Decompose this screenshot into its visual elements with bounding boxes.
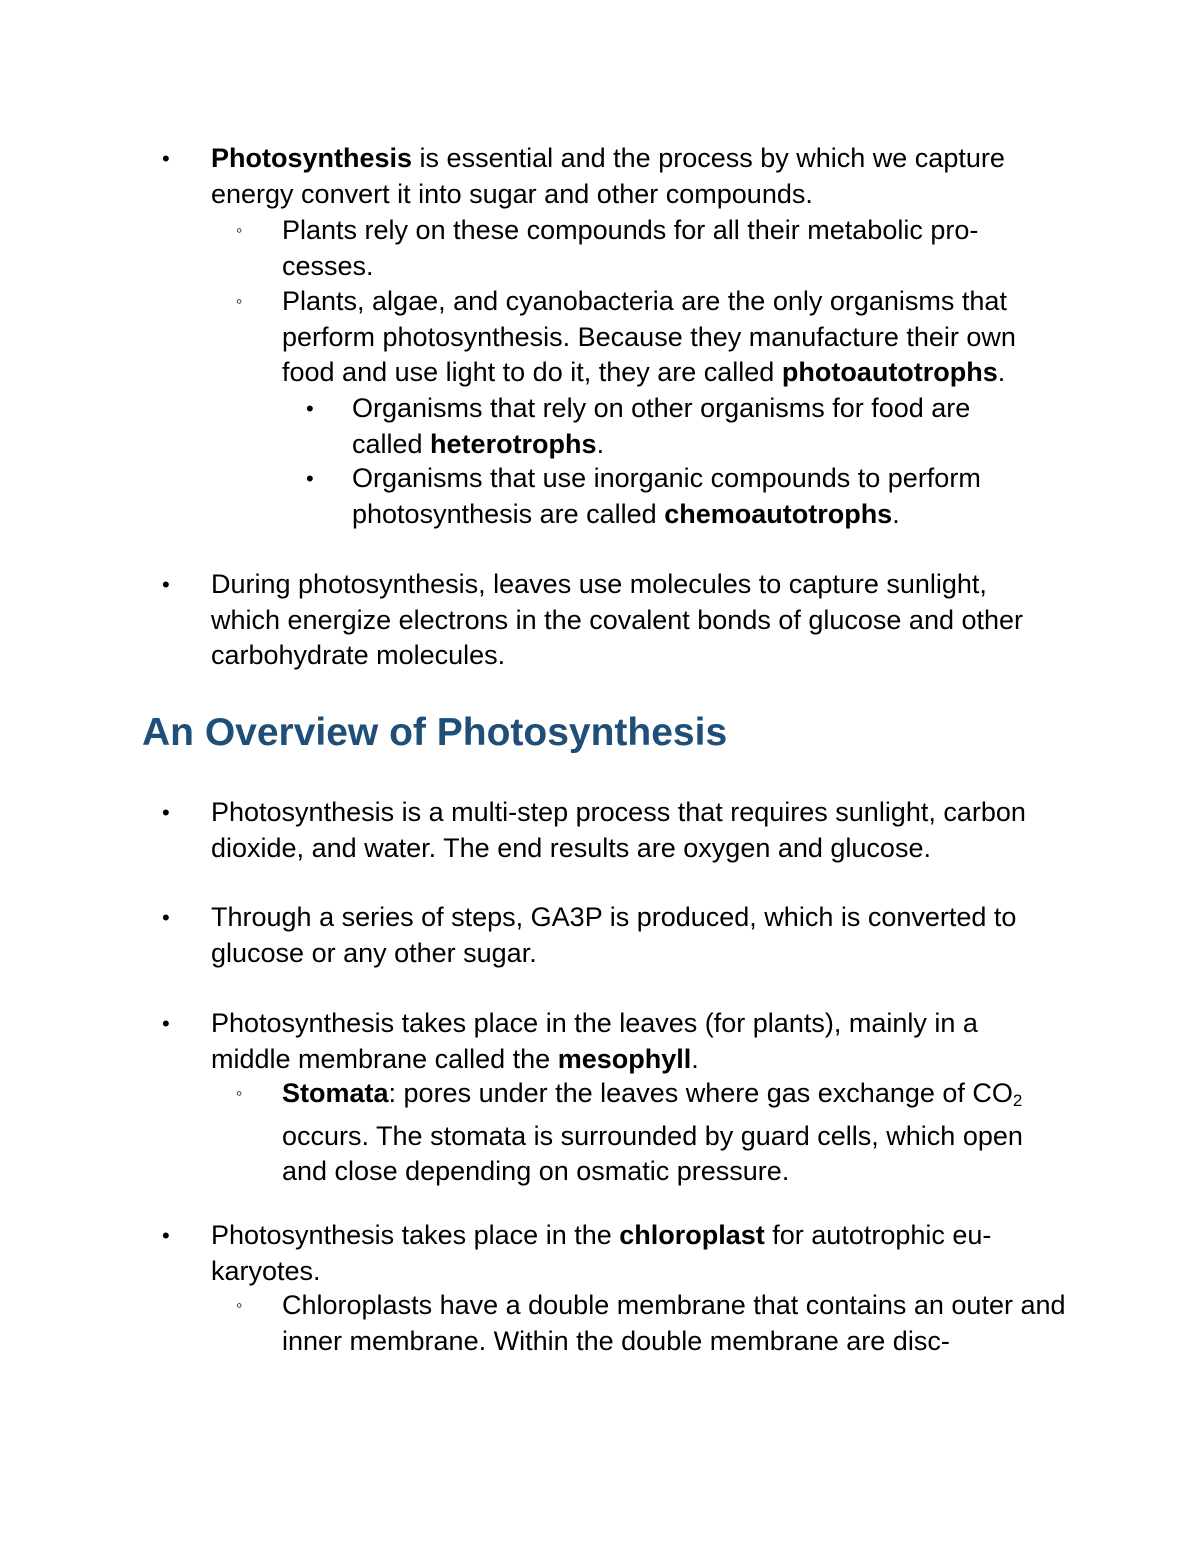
circle-marker: ◦ <box>236 291 243 311</box>
sub-bullet-stomata: Stomata: pores under the leaves where gas exchange of CO2 occurs. The stomata is surrounded by guard cells, which open and close depending on osmatic pressure. <box>282 1078 1023 1186</box>
circle-marker: ◦ <box>236 220 243 240</box>
circle-marker: ◦ <box>236 1295 243 1315</box>
bold-term: chloroplast <box>619 1220 765 1250</box>
bullet-chloroplast: Photosynthesis takes place in the chloroplast for autotrophic eukaryotes. <box>211 1220 992 1286</box>
bullet-marker: • <box>162 1011 170 1036</box>
bullet-marker: • <box>162 800 170 825</box>
bullet-marker: • <box>306 466 314 491</box>
sub-bullet-photoautotrophs: Plants, algae, and cyanobacteria are the only organisms that perform photosynthesis. Because they manufacture their own food and use light to do it, they are called photoautotrophs. <box>282 286 1016 387</box>
bold-term: Photosynthesis <box>211 143 413 173</box>
sub-bullet-plants-rely: Plants rely on these compounds for all their metabolic processes. <box>282 215 979 281</box>
bold-term: photoautotrophs <box>781 357 998 387</box>
bullet-photosynthesis-essential: Photosynthesis is essential and the process by which we capture energy convert it into sugar and other compounds. <box>211 143 1005 209</box>
sub-bullet-chloroplast-membrane: Chloroplasts have a double membrane that contains an outer and inner membrane. Within the double membrane are disc- <box>282 1290 1066 1356</box>
bullet-during-photosynthesis: During photosynthesis, leaves use molecules to capture sunlight, which energize electrons in the covalent bonds of glucose and other carbohydrate molecules. <box>211 569 1024 670</box>
bullet-ga3p: Through a series of steps, GA3P is produced, which is converted to glucose or any other sugar. <box>211 902 1017 968</box>
subscript: 2 <box>1012 1091 1023 1110</box>
bold-term: Stomata <box>282 1078 389 1108</box>
bullet-marker: • <box>162 146 170 171</box>
bullet-marker: • <box>162 905 170 930</box>
bold-term: chemoautotrophs <box>664 498 893 529</box>
section-heading: An Overview of Photosynthesis <box>142 711 728 754</box>
bullet-marker: • <box>162 572 170 597</box>
bold-term: heterotrophs <box>430 428 597 459</box>
bullet-marker: • <box>306 396 314 421</box>
circle-marker: ◦ <box>236 1083 243 1103</box>
bullet-marker: • <box>162 1223 170 1248</box>
sub-sub-bullet-heterotrophs: Organisms that rely on other organisms for food are called heterotrophs. <box>352 393 971 459</box>
bullet-multi-step-process: Photosynthesis is a multi-step process that requires sunlight, carbon dioxide, and water. The end results are oxygen and glucose. <box>211 797 1026 863</box>
bold-term: mesophyll <box>557 1043 692 1074</box>
bullet-mesophyll: Photosynthesis takes place in the leaves (for plants), mainly in a middle membrane called the mesophyll. <box>211 1008 978 1074</box>
sub-sub-bullet-chemoautotrophs: Organisms that use inorganic compounds to perform photosynthesis are called chemoautotrophs. <box>352 463 981 529</box>
